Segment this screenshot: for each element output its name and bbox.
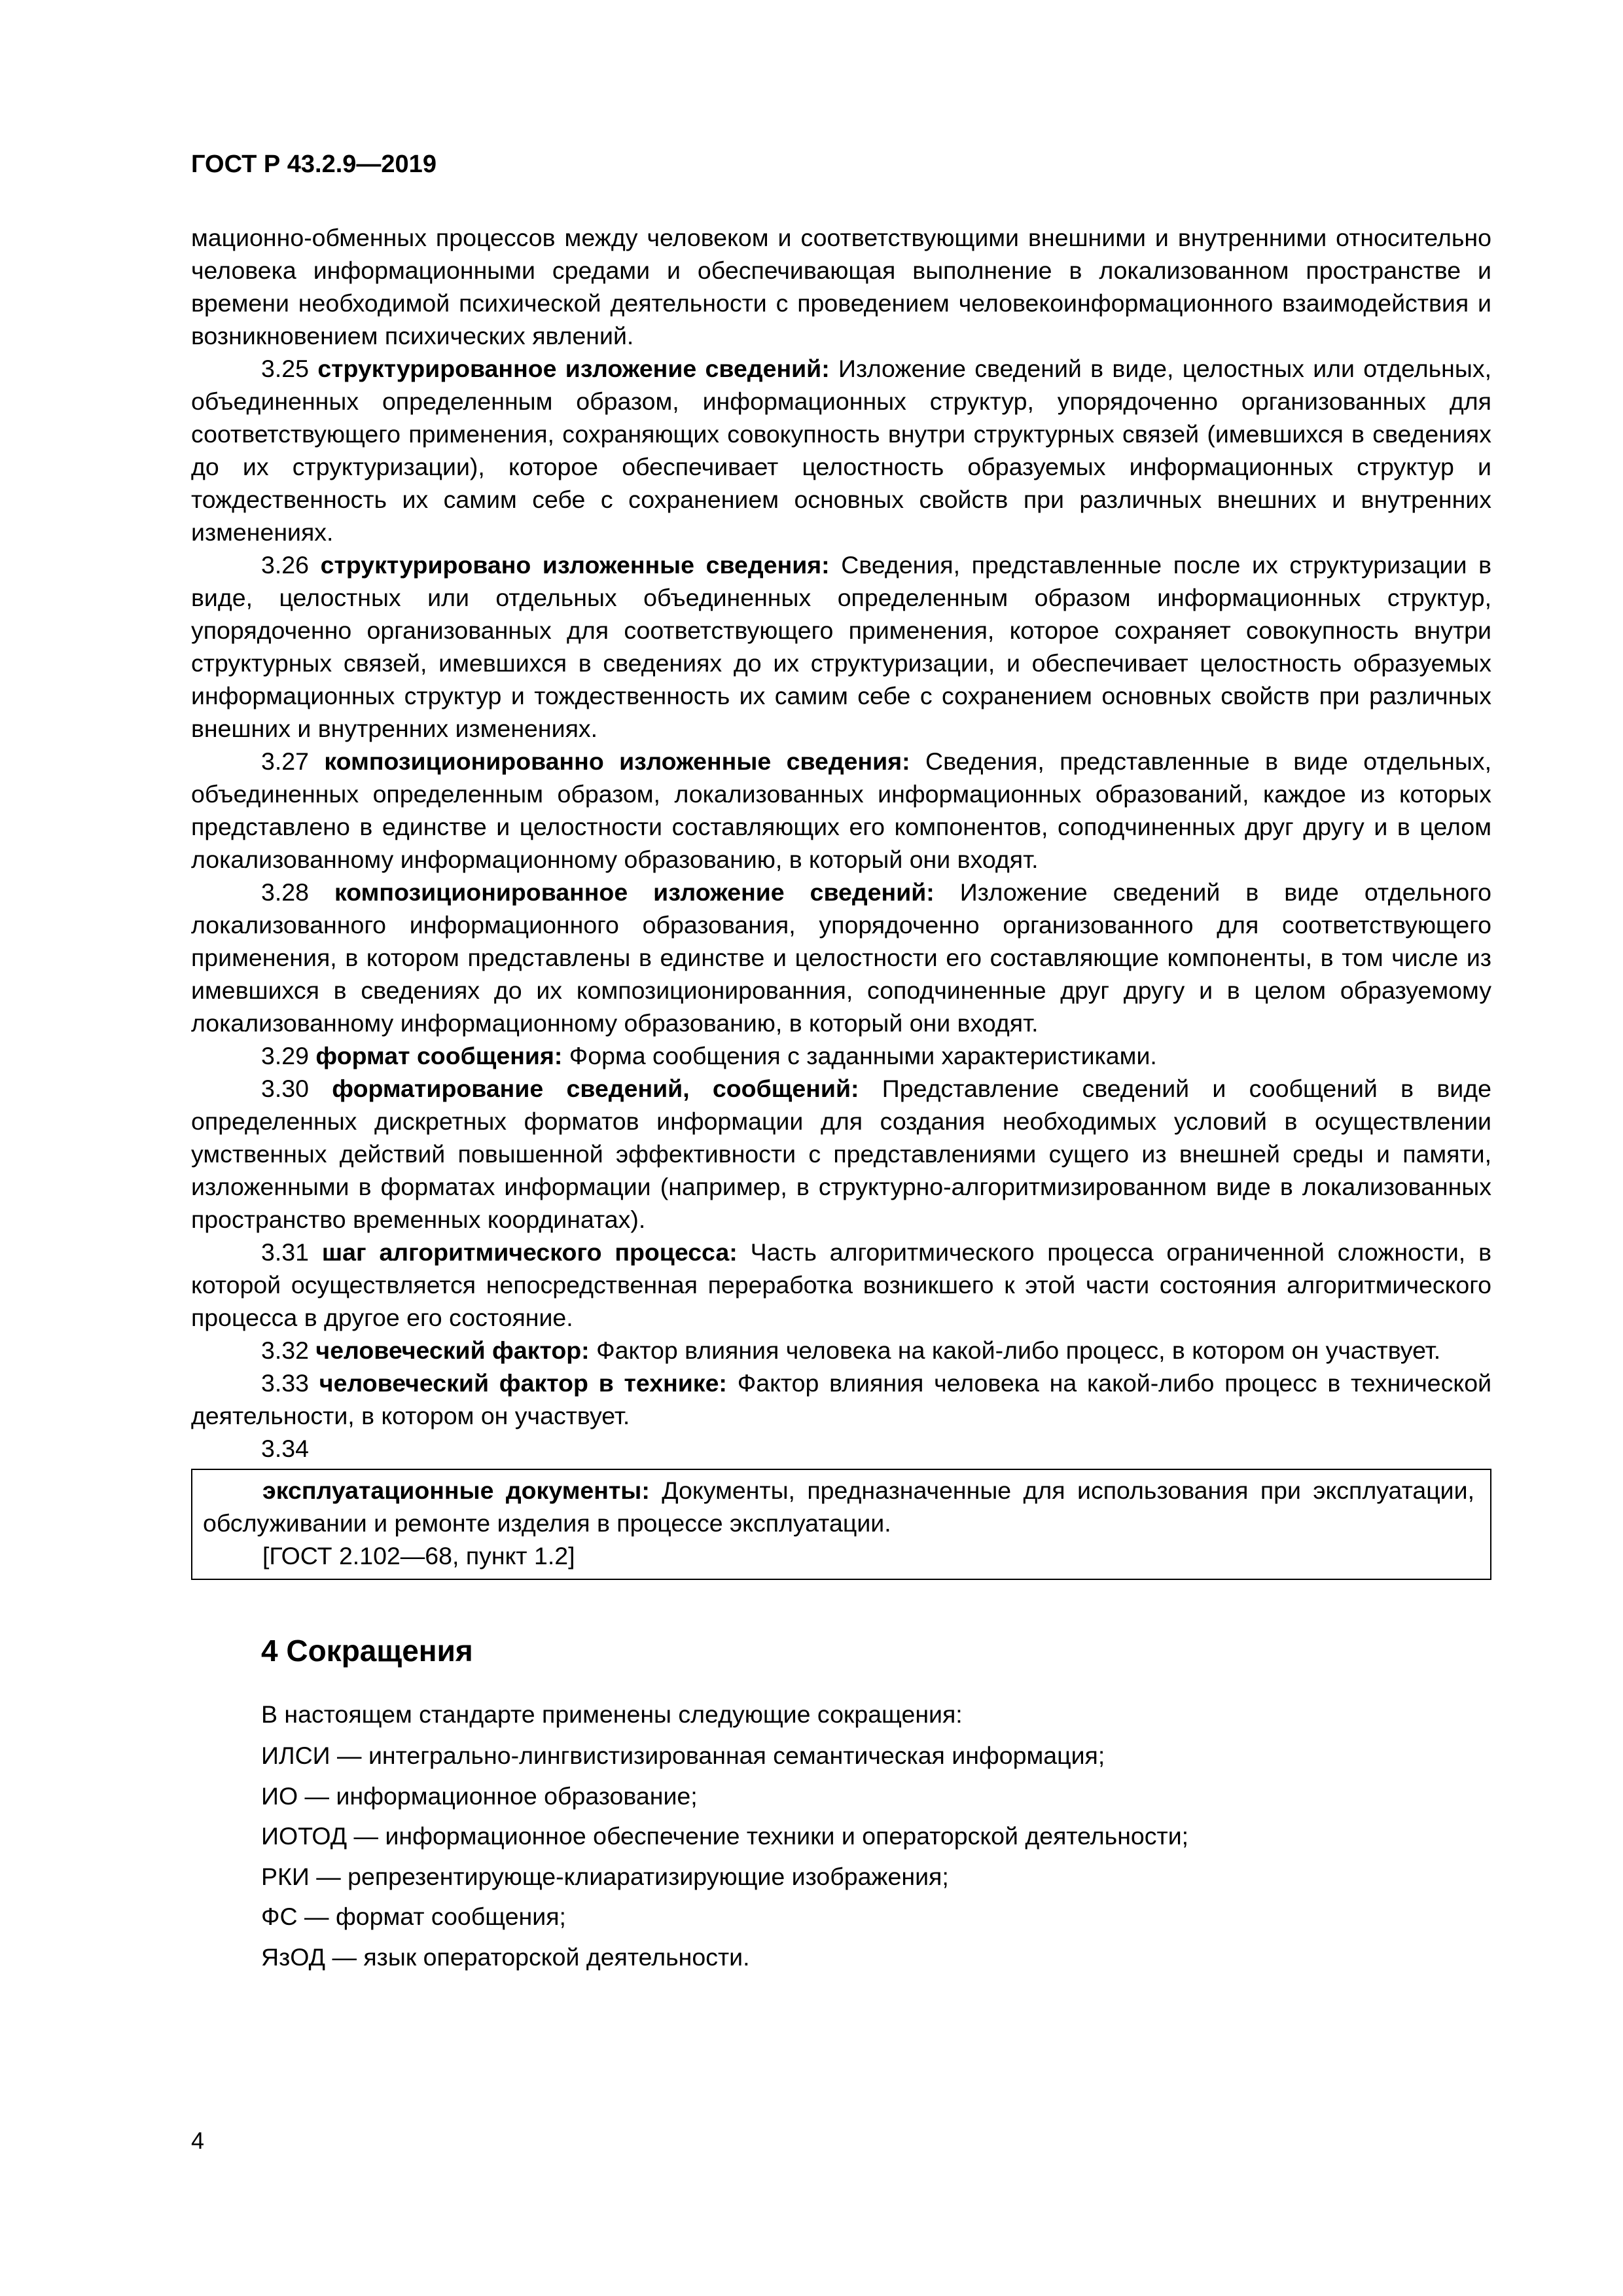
abbreviation-meaning: репрезентирующе-клиаратизирующие изображения; [348, 1862, 949, 1890]
list-item: ИЛСИ — интегрально-лингвистизированная семантическая информация; [261, 1742, 1105, 1769]
abbreviation: ФС [261, 1903, 298, 1930]
list-item: ИО — информационное образование; [261, 1782, 698, 1810]
term-number: 3.27 [261, 747, 309, 775]
document-body [191, 221, 1491, 1977]
term-definition: Сведения, представленные после их структуризации в виде, целостных или отдельных объединенных определенным образом информационных структур, упорядоченно организованных для соответствующего применения, которое сохраняет совокупность внутри структурных связей, имевшихся в сведениях до их структуризации, и обеспечивает целостность образуемых информационных структур и тождественность их самим себе с сохранением основных свойств при различных внешних и внутренних изменениях. [191, 551, 1491, 742]
abbreviation-meaning: язык операторской деятельности. [363, 1943, 750, 1971]
term-name: человеческий фактор в технике: [319, 1369, 727, 1397]
term-entry-3-27 [191, 745, 1491, 876]
list-item: РКИ — репрезентирующе-клиаратизирующие изображения; [261, 1862, 949, 1890]
term-number: 3.31 [261, 1238, 309, 1266]
abbreviation-meaning: информационное образование; [336, 1782, 698, 1810]
term-entry-3-33 [191, 1367, 1491, 1432]
continuation-paragraph: мационно-обменных процессов между человеком и соответствующими внешними и внутренними относительно человека информационными средами и обеспечивающая выполнение в локализованном пространстве и времени необходимой психической деятельности с проведением человекоинформационного взаимодействия и возникновением психических явлений. [191, 224, 1491, 350]
abbreviation: ИЛСИ [261, 1742, 330, 1769]
term-name: композиционированное изложение сведений: [334, 878, 935, 906]
standard-code-header: ГОСТ Р 43.2.9—2019 [191, 151, 437, 178]
term-definition: Представление сведений и сообщений в виде определенных дискретных форматов информации для создания необходимых условий в осуществлении умственных действий повышенной эффективности с представлениями сущего из внешней среды и памяти, изложенными в форматах информации (например, в структурно-алгоритмизированном виде в локализованных пространство временных координатах). [191, 1075, 1491, 1233]
term-number: 3.33 [261, 1369, 309, 1397]
abbreviation: ИОТОД [261, 1822, 348, 1850]
abbreviation: ЯзОД [261, 1943, 326, 1971]
term-number: 3.32 [261, 1336, 309, 1364]
term-name: композиционированно изложенные сведения: [324, 747, 910, 775]
term-number: 3.30 [261, 1075, 309, 1102]
list-item: ЯзОД — язык операторской деятельности. [261, 1943, 750, 1971]
term-name: человеческий фактор: [315, 1336, 590, 1364]
term-number: 3.28 [261, 878, 309, 906]
term-definition: Документы, предназначенные для использования при эксплуатации, обслуживании и ремонте изделия в процессе эксплуатации. [203, 1477, 1474, 1537]
abbreviation-meaning: информационное обеспечение техники и операторской деятельности; [385, 1822, 1189, 1850]
term-definition: Часть алгоритмического процесса ограниченной сложности, в которой осуществляется непосредственная переработка возникшего к этой части состояния алгоритмического процесса в другое его состояние. [191, 1238, 1491, 1331]
term-definition: Изложение сведений в виде отдельного локализованного информационного образования, упорядоченно организованного для соответствующего применения, в котором представлены в единстве и целостности его составляющие компоненты, в том числе из имевшихся в сведениях до их композиционированния, соподчиненные друг другу и в целом образуемому локализованному информационному образованию, в который они входят. [191, 878, 1491, 1037]
boxed-term-number: 3.34 [261, 1435, 309, 1462]
section-heading: 4 Сокращения [261, 1634, 473, 1668]
term-number: 3.26 [261, 551, 309, 579]
term-entry-3-30 [191, 1072, 1491, 1236]
term-number: 3.29 [261, 1042, 309, 1069]
abbreviations-list [191, 1736, 1491, 1977]
section-intro: В настоящем стандарте применены следующие сокращения: [261, 1700, 963, 1728]
abbreviation: ИО [261, 1782, 298, 1810]
term-entry-3-32 [191, 1334, 1491, 1367]
term-name: структурировано изложенные сведения: [320, 551, 830, 579]
list-item: ИОТОД — информационное обеспечение техники и операторской деятельности; [261, 1822, 1189, 1850]
page-number: 4 [191, 2127, 205, 2154]
abbreviation: РКИ [261, 1862, 310, 1890]
term-number: 3.25 [261, 355, 309, 382]
term-entry-3-29 [191, 1039, 1491, 1072]
boxed-term-entry [203, 1474, 1474, 1539]
abbreviation-meaning: интегрально-лингвистизированная семантическая информация; [368, 1742, 1105, 1769]
term-name: структурированное изложение сведений: [317, 355, 830, 382]
term-source-reference: [ГОСТ 2.102—68, пункт 1.2] [262, 1542, 575, 1570]
term-entry-3-28 [191, 876, 1491, 1039]
term-definition: Форма сообщения с заданными характеристиками. [569, 1042, 1157, 1069]
term-entry-3-26 [191, 548, 1491, 745]
abbreviation-meaning: формат сообщения; [335, 1903, 566, 1930]
borrowed-term-box [191, 1469, 1491, 1580]
term-entry-3-25 [191, 352, 1491, 548]
term-name: формат сообщения: [315, 1042, 563, 1069]
list-item: ФС — формат сообщения; [261, 1903, 566, 1930]
term-definition: Фактор влияния человека на какой-либо процесс в технической деятельности, в котором он участвует. [191, 1369, 1492, 1429]
term-name: форматирование сведений, сообщений: [332, 1075, 859, 1102]
term-definition: Фактор влияния человека на какой-либо процесс, в котором он участвует. [596, 1336, 1441, 1364]
term-definition: Сведения, представленные в виде отдельных, объединенных определенным образом, локализованных информационных образований, каждое из которых представлено в единстве и целостности составляющих его компонентов, соподчиненных друг другу и в целом локализованному информационному образованию, в который они входят. [191, 747, 1491, 873]
term-entry-3-31 [191, 1236, 1491, 1334]
term-name: шаг алгоритмического процесса: [321, 1238, 738, 1266]
term-definition: Изложение сведений в виде, целостных или отдельных, объединенных определенным образом, информационных структур, упорядоченно организованных для соответствующего применения, сохраняющих совокупность внутри структурных связей (имевшихся в сведениях до их структуризации), которое обеспечивает целостность образуемых информационных структур и тождественность их самим себе с сохранением основных свойств при различных внешних и внутренних изменениях. [191, 355, 1492, 546]
term-name: эксплуатационные документы: [262, 1477, 650, 1504]
